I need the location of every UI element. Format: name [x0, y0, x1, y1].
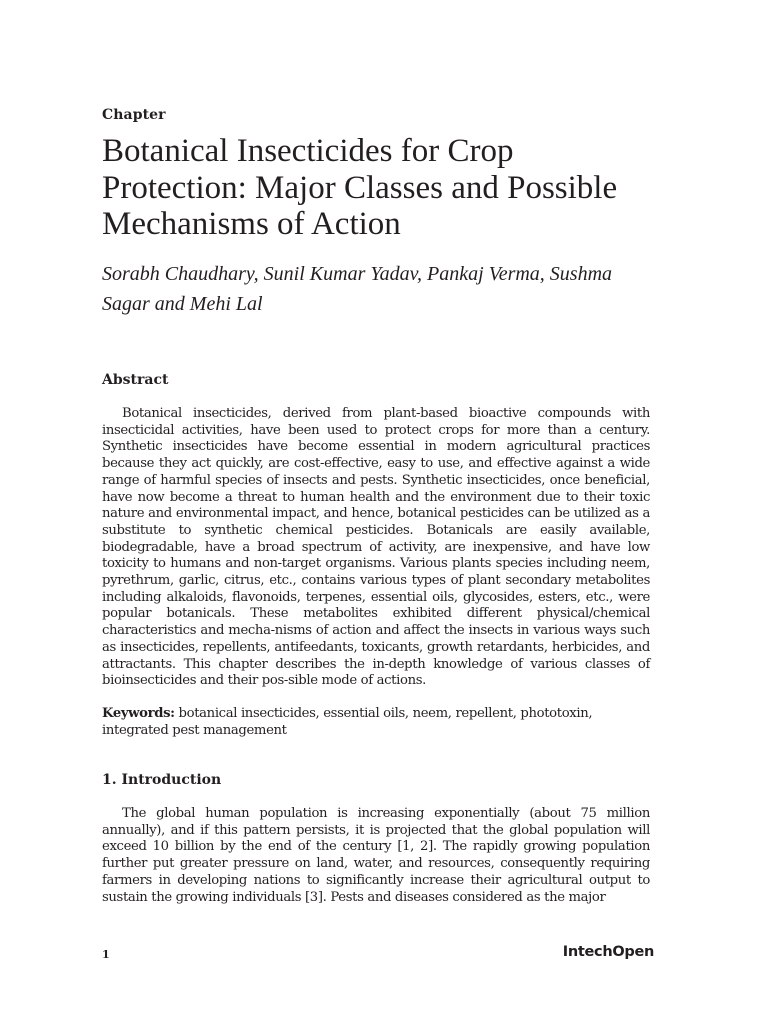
document-page	[102, 0, 654, 1024]
keywords-line	[102, 706, 650, 739]
introduction-paragraph: The global human population is increasing exponentially (about 75 million annually), and if this pattern persists, it is projected that the global population will exceed 10 billion by the end of the century [1, 2]. The rapidly growing population further put greater pressure on land, water, and resources, consequently requiring farmers in developing nations to significantly increase their agricultural output to sustain the growing individuals [3]. Pests and diseases considered as the major	[102, 806, 650, 905]
introduction-heading: 1. Introduction	[102, 772, 222, 788]
keywords-text: botanical insecticides, essential oils, neem, repellent, phototoxin, integrated pest management	[102, 706, 593, 738]
keywords-label: Keywords:	[102, 706, 175, 721]
page-number: 1	[102, 948, 110, 961]
abstract-paragraph: Botanical insecticides, derived from plant-based bioactive compounds with insecticidal activities, have been used to protect crops for more than a century. Synthetic insecticides have become essential in modern agricultural practices because they act quickly, are cost-effective, easy to use, and effective against a wide range of harmful species of insects and pests. Synthetic insecticides, once beneficial, have now become a threat to human health and the environment due to their toxic nature and environmental impact, and hence, botanical pesticides can be utilized as a substitute to synthetic chemical pesticides. Botanicals are easily available, biodegradable, have a broad spectrum of activity, are inexpensive, and have low toxicity to humans and non-target organisms. Various plants species including neem, pyrethrum, garlic, citrus, etc., contains various types of plant secondary metabolites including alkaloids, flavonoids, terpenes, essential oils, glycosides, esters, etc., were popular botanicals. These metabolites exhibited different physical/chemical characteristics and mecha-nisms of action and affect the insects in various ways such as insecticides, repellents, antifeedants, toxicants, growth retardants, herbicides, and attractants. This chapter describes the in-depth knowledge of various classes of bioinsecticides and their pos-sible mode of actions.	[102, 406, 650, 689]
abstract-heading: Abstract	[102, 372, 169, 388]
author-list: Sorabh Chaudhary, Sunil Kumar Yadav, Pankaj Verma, Sushma Sagar and Mehi Lal	[102, 263, 613, 315]
publisher-logo: IntechOpen	[562, 944, 654, 960]
chapter-title: Botanical Insecticides for Crop Protection: Major Classes and Possible Mechanisms of Action	[102, 133, 618, 242]
chapter-label: Chapter	[102, 107, 166, 123]
